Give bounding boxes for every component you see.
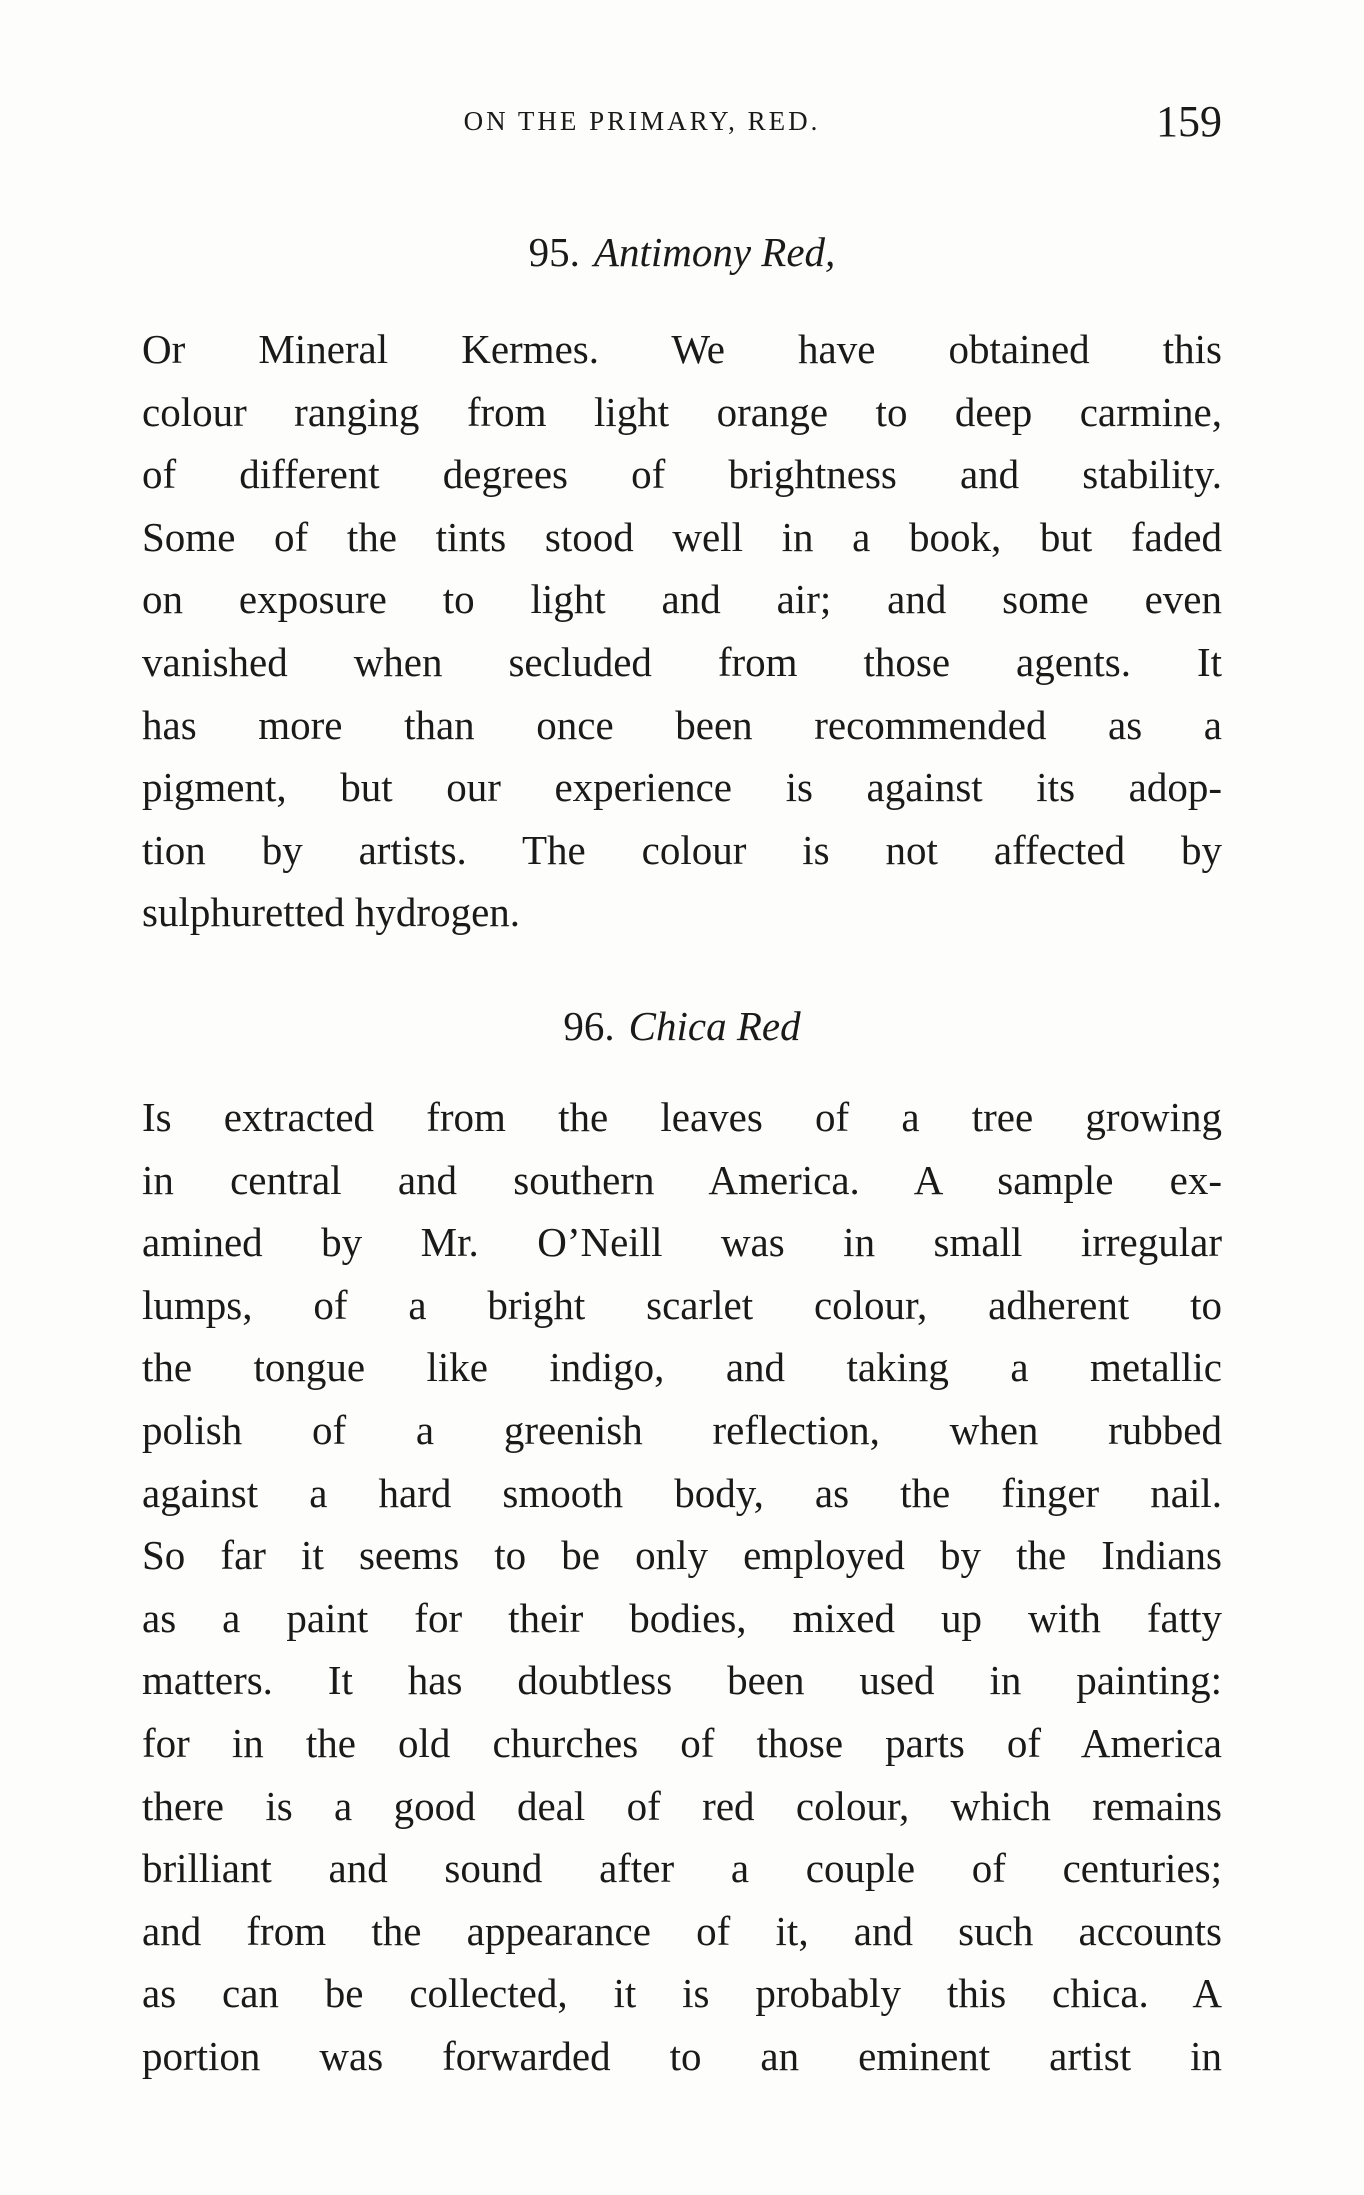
section-number: 96.	[563, 1003, 615, 1049]
running-head	[142, 96, 1222, 156]
text-line: as a paint for their bodies, mixed up with fatty	[142, 1594, 1222, 1641]
text-line: of different degrees of brightness and stability.	[142, 451, 1222, 498]
section-heading-95	[142, 228, 1222, 276]
text-line: there is a good deal of red colour, which remains	[142, 1782, 1222, 1829]
text-line: the tongue like indigo, and taking a metallic	[142, 1344, 1222, 1391]
text-line: in central and southern America. A sample ex-	[142, 1156, 1222, 1203]
text-line: vanished when secluded from those agents. It	[142, 638, 1222, 685]
text-line: lumps, of a bright scarlet colour, adherent to	[142, 1281, 1222, 1328]
section-number: 95.	[528, 229, 580, 275]
text-line: as can be collected, it is probably this chica. A	[142, 1970, 1222, 2017]
running-title: ON THE PRIMARY, RED.	[463, 106, 821, 136]
text-line: Is extracted from the leaves of a tree growing	[142, 1094, 1222, 1140]
section-title: Antimony Red,	[593, 229, 836, 275]
page-number: 159	[1156, 97, 1222, 146]
section-title: Chica Red	[628, 1003, 801, 1049]
text-line: against a hard smooth body, as the finger nail.	[142, 1469, 1222, 1516]
section-heading-96	[142, 1002, 1222, 1050]
text-line: and from the appearance of it, and such accounts	[142, 1907, 1222, 1954]
text-line: matters. It has doubtless been used in painting:	[142, 1657, 1222, 1704]
text-line: Or Mineral Kermes. We have obtained this	[142, 326, 1222, 372]
text-line: Some of the tints stood well in a book, but faded	[142, 513, 1222, 560]
text-line: portion was forwarded to an eminent artist in	[142, 2032, 1222, 2079]
text-line: has more than once been recommended as a	[142, 701, 1222, 748]
text-line: sulphuretted hydrogen.	[142, 889, 521, 936]
text-line: tion by artists. The colour is not affected by	[142, 826, 1222, 873]
text-line: colour ranging from light orange to deep carmine,	[142, 388, 1222, 435]
text-line: brilliant and sound after a couple of centuries;	[142, 1845, 1222, 1892]
text-line: on exposure to light and air; and some even	[142, 576, 1222, 623]
text-line: pigment, but our experience is against its adop-	[142, 764, 1222, 811]
text-line: So far it seems to be only employed by the Indians	[142, 1532, 1222, 1579]
paragraph-chica-red	[142, 1086, 1222, 2088]
text-line: amined by Mr. O’Neill was in small irregular	[142, 1219, 1222, 1266]
text-line: for in the old churches of those parts of America	[142, 1719, 1222, 1766]
paragraph-antimony-red	[142, 318, 1222, 944]
text-line: polish of a greenish reflection, when rubbed	[142, 1406, 1222, 1453]
